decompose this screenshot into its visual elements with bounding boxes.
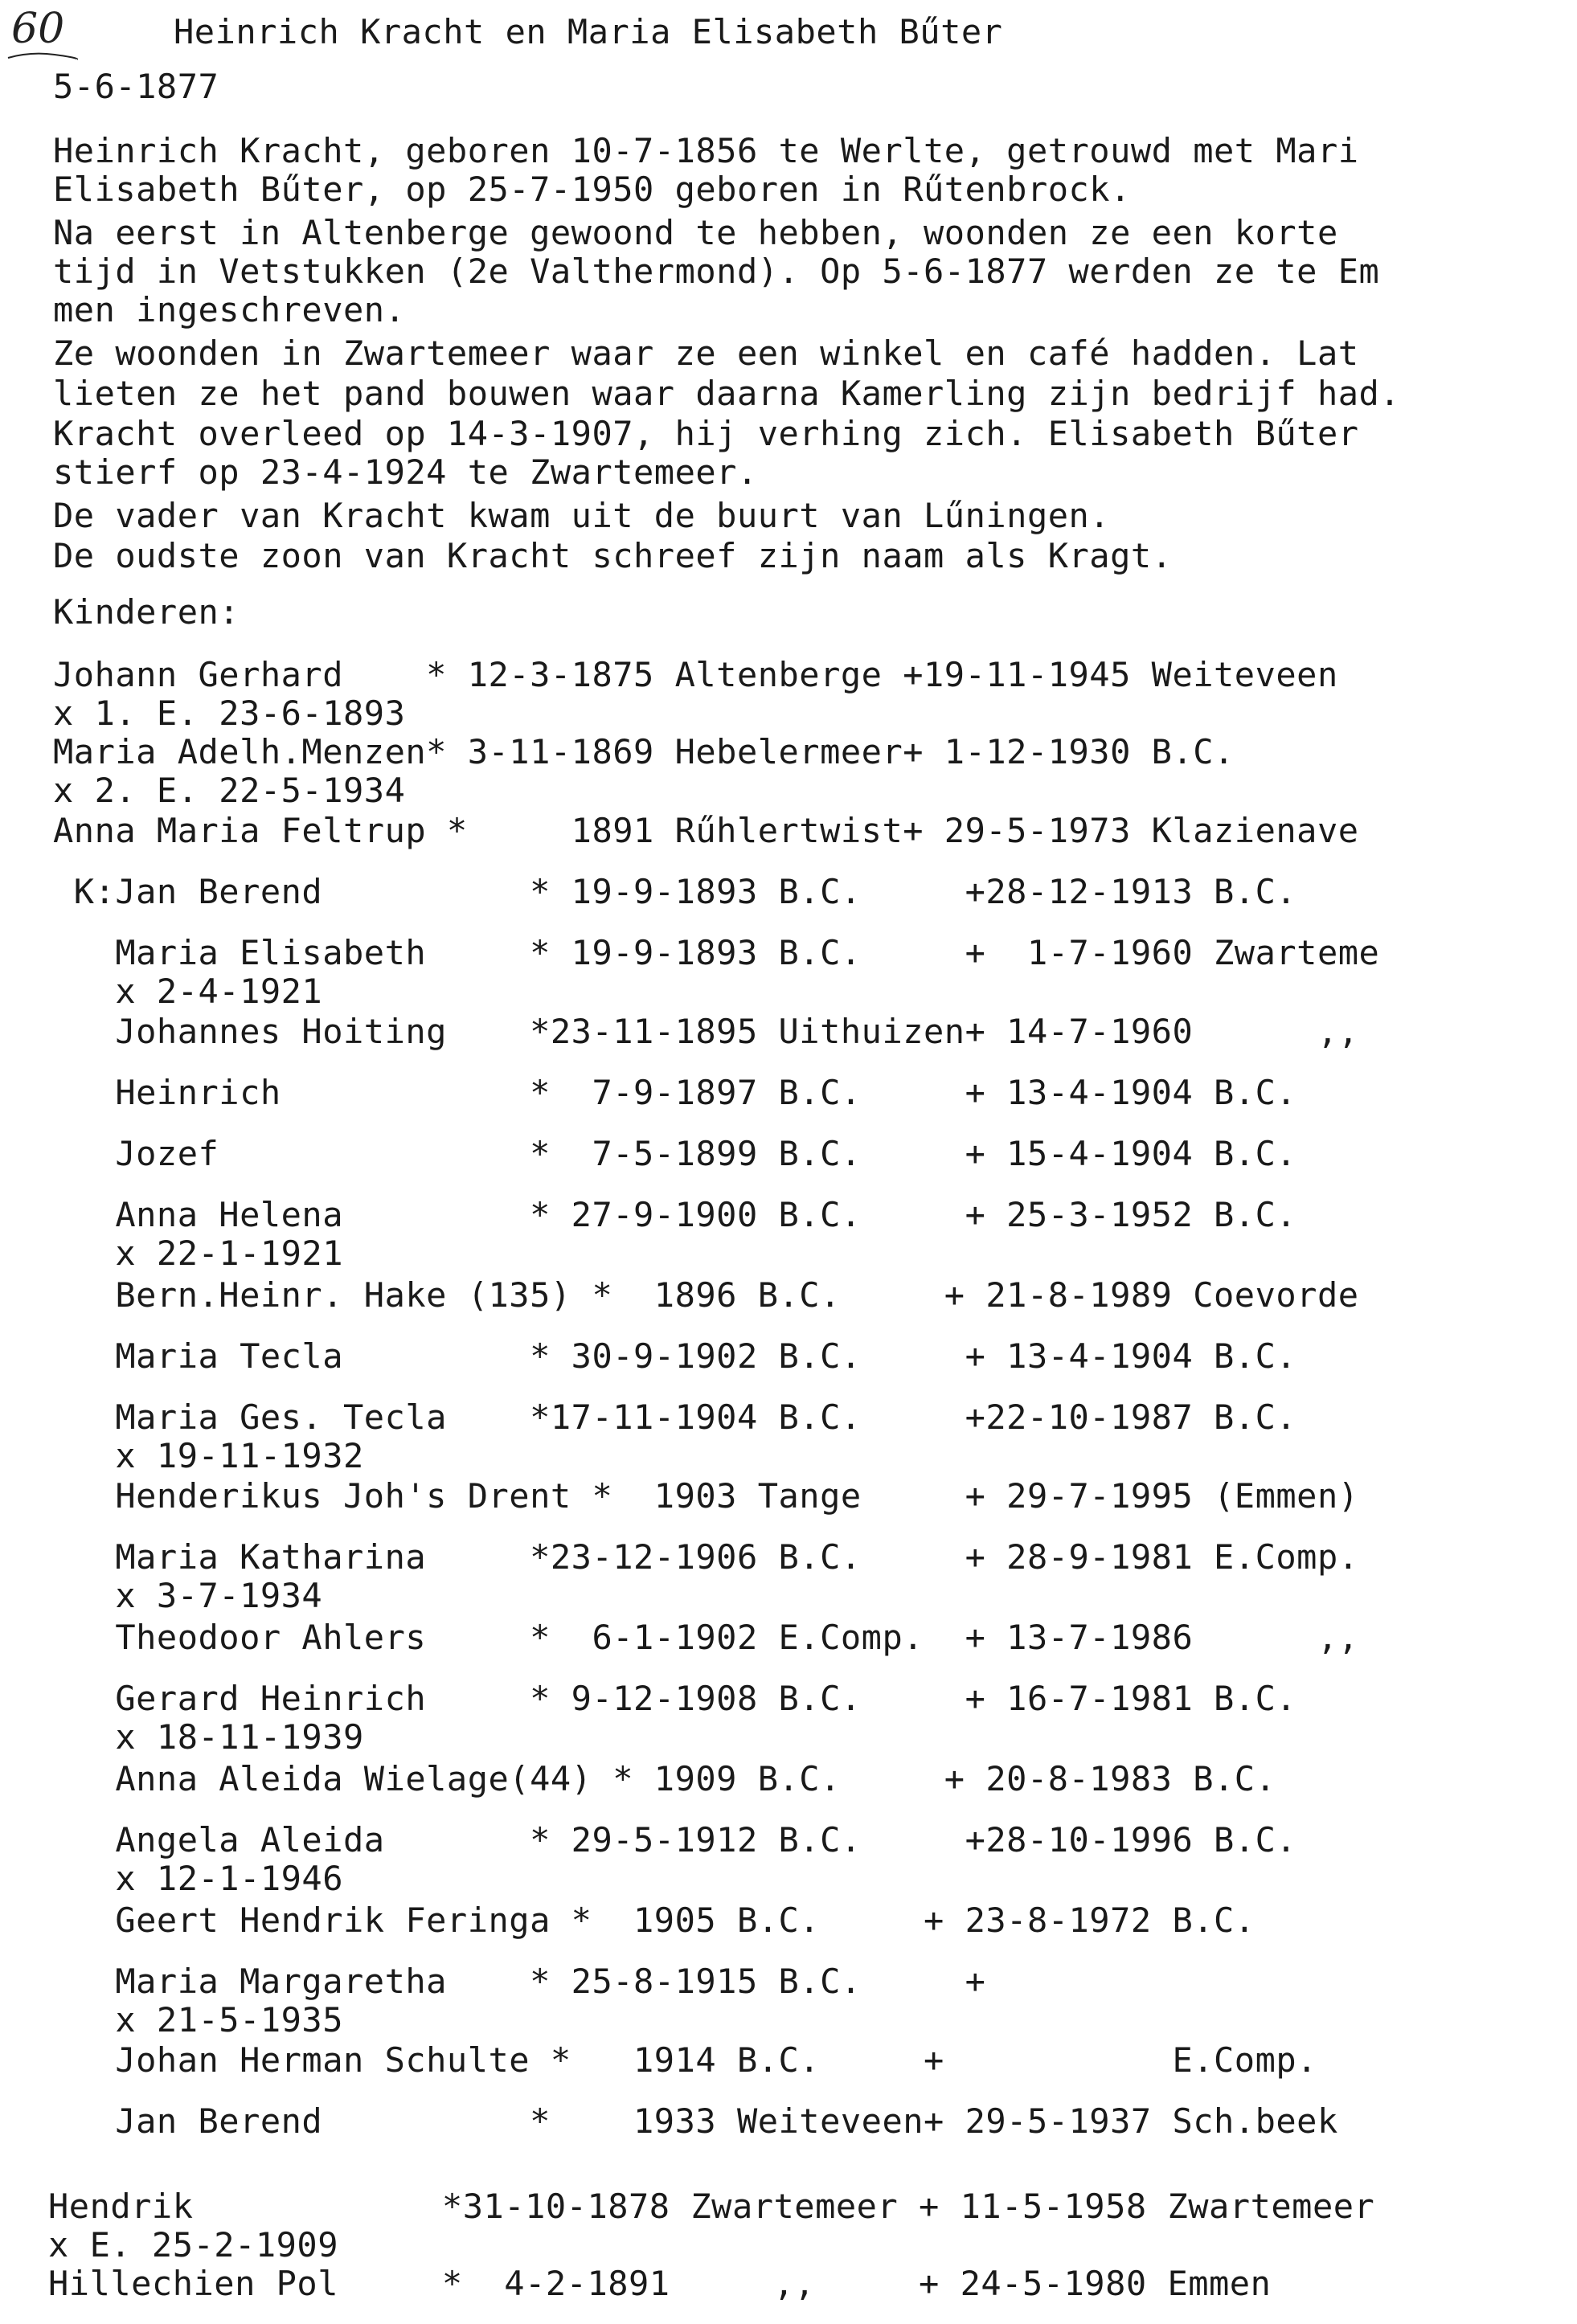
entry-line: x 1. E. 23-6-1893 [53, 694, 406, 733]
entry-line: Jozef * 7-5-1899 B.C. + 15-4-1904 B.C. [53, 1134, 1297, 1173]
intro-line-1: Heinrich Kracht, geboren 10-7-1856 te Werlte, getrouwd met Mari [53, 131, 1359, 170]
intro-line-7: lieten ze het pand bouwen waar daarna Kamerling zijn bedrijf had. [53, 374, 1401, 413]
intro-line-6: Ze woonden in Zwartemeer waar ze een winkel en café hadden. Lat [53, 333, 1359, 373]
intro-line-10: De vader van Kracht kwam uit de buurt van Lűningen. [53, 496, 1111, 535]
entry-line: Geert Hendrik Feringa * 1905 B.C. + 23-8-1972 B.C. [53, 1901, 1255, 1940]
entry-line: Theodoor Ahlers * 6-1-1902 E.Comp. + 13-7-1986 ,, [53, 1618, 1359, 1657]
intro-line-8: Kracht overleed op 14-3-1907, hij verhing zich. Elisabeth Bűter [53, 414, 1359, 453]
entry-line: Anna Helena * 27-9-1900 B.C. + 25-3-1952 B.C. [53, 1195, 1297, 1234]
entry-line: Maria Tecla * 30-9-1902 B.C. + 13-4-1904 B.C. [53, 1336, 1297, 1376]
entry-line: x 21-5-1935 [53, 2000, 344, 2040]
entry-line: Johannes Hoiting *23-11-1895 Uithuizen+ 14-7-1960 ,, [53, 1012, 1359, 1051]
document-title: Heinrich Kracht en Maria Elisabeth Bűter [174, 12, 1003, 51]
entry-line: Gerard Heinrich * 9-12-1908 B.C. + 16-7-1981 B.C. [53, 1679, 1297, 1718]
handwritten-underline [6, 48, 79, 64]
entry-line: Maria Ges. Tecla *17-11-1904 B.C. +22-10-1987 B.C. [53, 1397, 1297, 1437]
entry-line: x 2-4-1921 [53, 972, 323, 1011]
entry-line: x 3-7-1934 [53, 1576, 323, 1615]
entry-line: x E. 25-2-1909 [48, 2225, 339, 2265]
entry-line: Henderikus Joh's Drent * 1903 Tange + 29-7-1995 (Emmen) [53, 1476, 1359, 1516]
intro-line-11: De oudste zoon van Kracht schreef zijn naam als Kragt. [53, 536, 1173, 575]
entry-line: x 12-1-1946 [53, 1859, 344, 1898]
entry-line: Maria Adelh.Menzen* 3-11-1869 Hebelermeer+ 1-12-1930 B.C. [53, 732, 1235, 771]
entry-line: Angela Aleida * 29-5-1912 B.C. +28-10-1996 B.C. [53, 1820, 1297, 1860]
entry-line: Maria Margaretha * 25-8-1915 B.C. + [53, 1962, 986, 2001]
entry-line: Hendrik *31-10-1878 Zwartemeer + 11-5-1958 Zwartemeer [48, 2187, 1375, 2226]
entry-line: x 18-11-1939 [53, 1717, 364, 1757]
intro-line-2: Elisabeth Bűter, op 25-7-1950 geboren in Rűtenbrock. [53, 170, 1131, 209]
entry-line: Maria Katharina *23-12-1906 B.C. + 28-9-1981 E.Comp. [53, 1537, 1359, 1577]
intro-line-3: Na eerst in Altenberge gewoond te hebben, woonden ze een korte [53, 213, 1338, 252]
kinderen-heading: Kinderen: [53, 592, 240, 632]
entry-line: x 19-11-1932 [53, 1436, 364, 1475]
entry-line: Johan Herman Schulte * 1914 B.C. + E.Comp. [53, 2040, 1317, 2080]
entry-line: x 22-1-1921 [53, 1234, 344, 1273]
entry-line: Jan Berend * 1933 Weiteveen+ 29-5-1937 Sch.beek [53, 2101, 1338, 2141]
document-date: 5-6-1877 [53, 67, 219, 106]
intro-line-4: tijd in Vetstukken (2e Valthermond). Op 5-6-1877 werden ze te Em [53, 252, 1380, 291]
intro-line-5: men ingeschreven. [53, 290, 406, 329]
entry-line: Anna Aleida Wielage(44) * 1909 B.C. + 20-8-1983 B.C. [53, 1759, 1276, 1798]
entry-line: K:Jan Berend * 19-9-1893 B.C. +28-12-1913 B.C. [53, 872, 1297, 911]
entry-line: Heinrich * 7-9-1897 B.C. + 13-4-1904 B.C. [53, 1073, 1297, 1112]
intro-line-9: stierf op 23-4-1924 te Zwartemeer. [53, 452, 758, 492]
entry-line: Maria Elisabeth * 19-9-1893 B.C. + 1-7-1960 Zwarteme [53, 933, 1380, 972]
entry-line: Hillechien Pol * 4-2-1891 ,, + 24-5-1980 Emmen [48, 2264, 1272, 2303]
page-number: 60 [11, 5, 65, 53]
entry-line: Johann Gerhard * 12-3-1875 Altenberge +19-11-1945 Weiteveen [53, 655, 1338, 694]
entry-line: Anna Maria Feltrup * 1891 Rűhlertwist+ 29-5-1973 Klazienave [53, 811, 1359, 850]
entry-line: Bern.Heinr. Hake (135) * 1896 B.C. + 21-8-1989 Coevorde [53, 1275, 1359, 1315]
entry-line: x 2. E. 22-5-1934 [53, 771, 406, 810]
